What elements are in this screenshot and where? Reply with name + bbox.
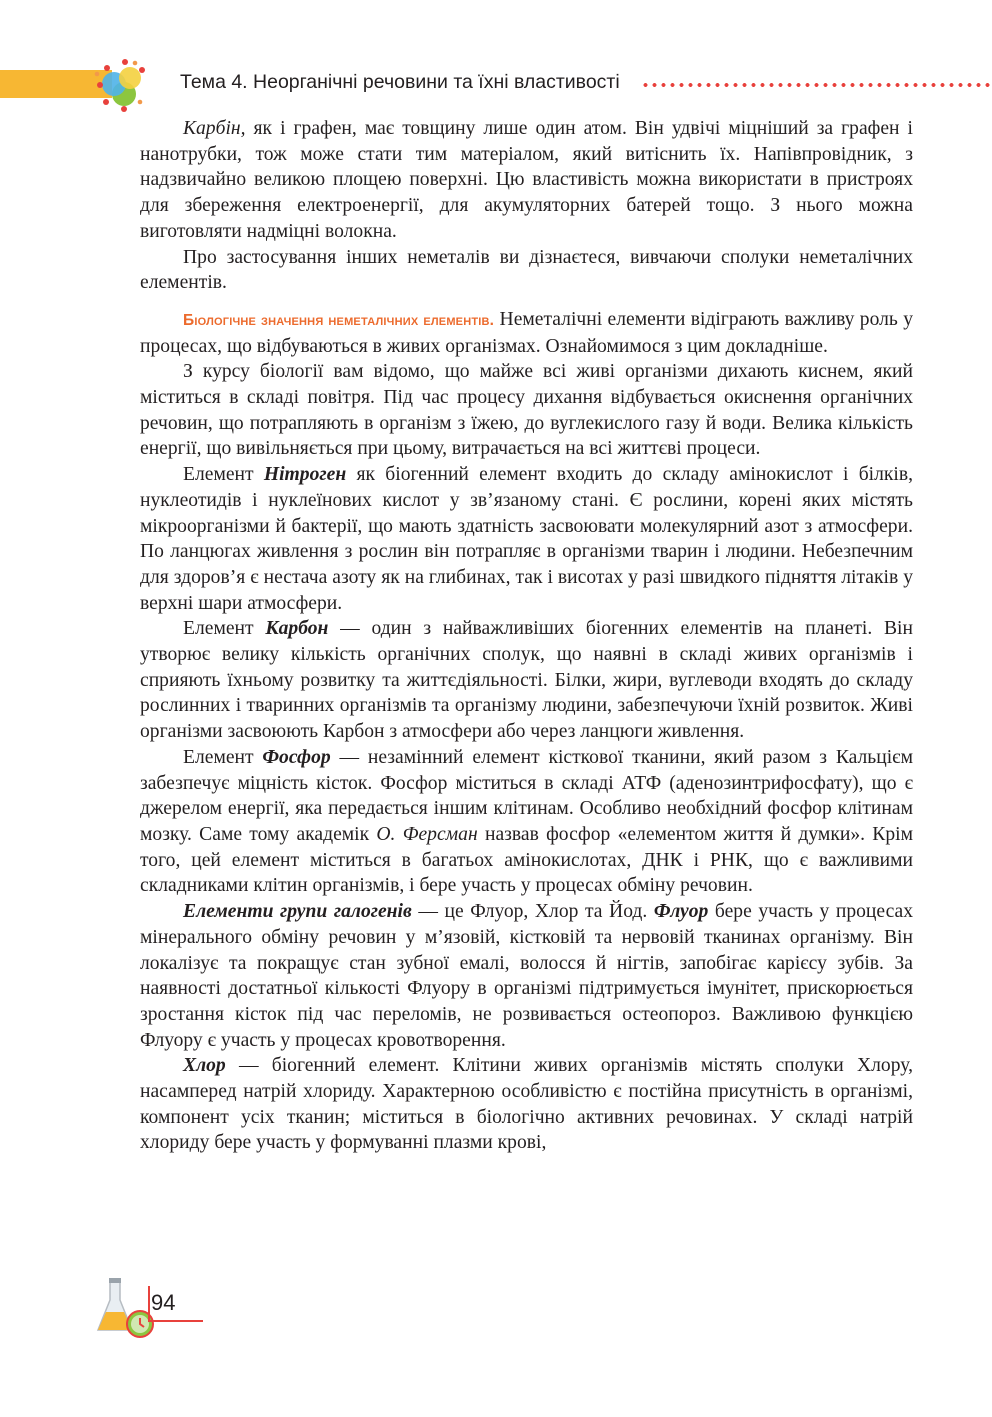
molecule-logo-icon [92,58,148,112]
text-run: Елемент [183,464,264,486]
footer-vertical-rule [148,1286,150,1322]
paragraph [140,245,913,296]
text-run: — незамінний елемент кісткової тканини, який разом з Кальцієм забезпечує міцність кісток. Фосфор міститься в складі АТФ (аденозинтрифосфату), що є джерелом енергії, яка передається іншим клітинам. Особливо необхідний фосфор клітинам мозку. Саме тому академік [140,746,913,845]
text-run: бере участь у процесах мінерального обміну речовин у м’язовій, кістковій та нервовій тканинах організму. Він локалізує та покращує стан зубної емалі, волосся й нігтів, запобігає карієсу зубів. За наявності достатньої кількості Флуору в організмі підтримується імунітет, прискорюється зростання кісток під час переломів, не розвивається остеопороз. Важливою функцією Флуору є участь у процесах кровотворення. [140,901,914,1051]
term-bold-italic: Нітроген [263,464,347,486]
paragraph [140,462,913,616]
text-run: — один з найважливіших біогенних елементів на планеті. Він утворює велику кількість органічних сполук, що наявні в складі живих організмів і сприяють їхньому розвитку та життєдіяльності. Білки, жири, вуглеводи входять до складу рослинних і тваринних організмів та організму людини, забезпечуючи їхній розвиток. Живі організми засвоюють Карбон з атмосфери або через ланцюги живлення. [140,618,913,743]
text-run: Про застосування інших неметалів ви дізнаєтеся, вивчаючи сполуки неметалічних елементів. [140,246,913,294]
text-run: як біогенний елемент входить до складу амінокислот і білків, нуклеотидів і нуклеїнових кислот у зв’язаному стані. Є рослини, корені яких містять мікроорганізми й бактерії, що мають здатність засвоювати молекулярний азот з атмосфери. По ланцюгах живлення з рослин він потрапляє в організми тварин і людини. Небезпечним для здоров’я є нестача азоту як на глибинах, так і висотах у разі швидкого підняття літаків у верхні шари атмосфери. [140,464,913,614]
paragraph [140,116,913,245]
paragraph [140,359,913,462]
page-body [140,116,913,1156]
header-dotted-rule [641,82,992,88]
paragraph [140,1053,913,1156]
paragraph [140,616,913,745]
term-bold-italic: Фосфор [262,746,331,768]
term-bold-italic: Хлор [183,1055,226,1077]
text-run: як і графен, має товщину лише один атом. Він удвічі міцніший за графен і нанотрубки, тож може стати тим матеріалом, який витіснить їх. Напівпровідник, з надзвичайно великою площею поверхні. Цю властивість можна використати в пристроях для збереження електроенергії, для акумуляторних батерей тощо. З нього можна виготовляти надміцні волокна. [140,118,913,242]
term-bold-italic: Карбон [265,618,329,640]
section-heading: Біологічне значення неметалічних елементів. [183,311,495,329]
chapter-title: Тема 4. Неорганічні речовини та їхні властивості [180,71,620,93]
paragraph [140,899,913,1053]
text-run: — це Флуор, Хлор та Йод. [411,901,654,923]
term-italic: О. Ферсман [376,823,478,845]
text-run: — біогенний елемент. Клітини живих організмів містять сполуки Хлору, насамперед натрій хлориду. Характерною особливістю є постійна присутність в організмі, компонент усіх тканин; міститься в біологічно активних речовинах. У складі натрій хлориду бере участь у формуванні плазми крові, [140,1055,913,1154]
term-bold-italic: Елементи групи галогенів [183,901,412,923]
text-run: Елемент [183,618,266,640]
text-run: Елемент [183,746,263,768]
text-run: назвав фосфор «елементом життя й думки». Крім того, цей елемент міститься в багатьох амінокислотах, ДНК і РНК, що є важливими складниками клітин організмів, і бере участь у процесах обміну речовин. [140,823,914,897]
text-run: З курсу біології вам відомо, що майже всі живі організми дихають киснем, який міститься в складі повітря. Під час процесу дихання відбувається окиснення органічних речовин, що потрапляють в організм з їжею, до вуглекислого газу й води. Велика кількість енергії, що вивільняється при цьому, витрачається на всі життєві процеси. [140,361,913,460]
footer-rule [148,1320,203,1322]
paragraph [140,307,913,359]
term-italic: Карбін, [183,118,246,139]
term-bold-italic: Флуор [653,901,709,923]
text-run: Неметалічні елементи відіграють важливу роль у процесах, що відбуваються в живих організмах. Ознайомимося з цим докладніше. [140,308,914,357]
paragraph [140,745,913,899]
page-number: 94 [151,1290,176,1315]
